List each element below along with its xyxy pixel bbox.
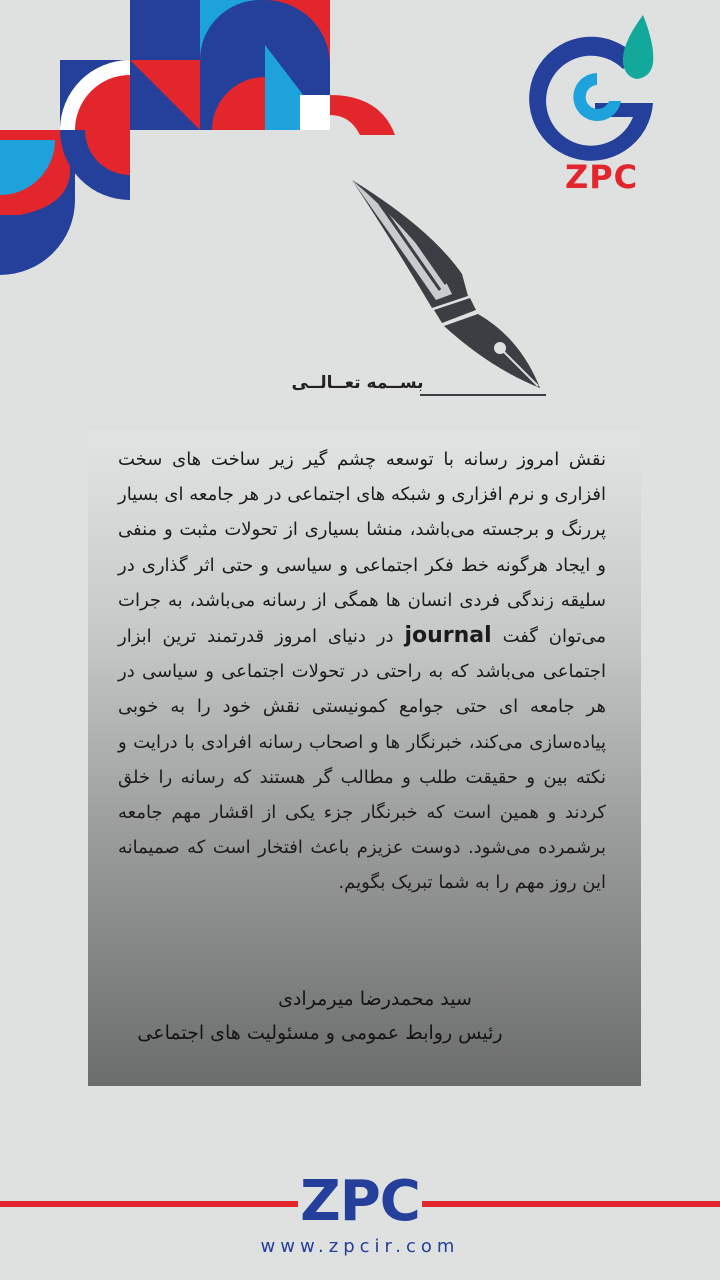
website-url: www.zpcir.com (260, 1236, 460, 1257)
signer-title: رئیس روابط عمومی و مسئولیت های اجتماعی (137, 1022, 503, 1044)
message-part-1: نقش امروز رسانه با توسعه چشم گیر زیر ساخت های سخت افزاری و نرم افزاری و شبکه های اجتماعی در هر جامعه ای بسیار پررنگ و برجسته می‌باشد، منشا بسیاری از تحولات مثبت و منفی و ایجاد هرگونه خط فکر اجتماعی و سیاسی و حتی اثر گذاری در سلیقه زندگی فردی انسان ها همگی از رسانه می‌باشد، به جرات می‌توان گفت (118, 449, 606, 648)
journal-word: journal (404, 623, 492, 649)
signer-name: سید محمدرضا میرمرادی (278, 988, 472, 1010)
footer-logo: ZPC (300, 1169, 420, 1234)
zpc-logo (525, 15, 665, 169)
footer-divider-left (0, 1201, 298, 1207)
signature-block (100, 982, 540, 1050)
footer-divider-right (422, 1201, 720, 1207)
basmala-heading: بســمه تعــالــی (291, 373, 424, 393)
message-body (118, 442, 606, 901)
geometric-pattern-decoration (0, 0, 400, 275)
fountain-pen-icon (350, 178, 550, 398)
zpc-logo-text: ZPC (565, 158, 639, 196)
zpc-logo-icon (525, 15, 665, 165)
message-part-2: در دنیای امروز قدرتمند ترین ابزار اجتماعی می‌باشد که به راحتی در تحولات اجتماعی و سیاسی در هر جامعه ای حتی جوامع کمونیستی نقش خود را به خوبی پیاده‌سازی می‌کند، خبرنگار ها و اصحاب رسانه افرادی با درایت و نکته بین و حقیقت طلب و مطالب گر هستند که رسانه را خلق کردند و همین است که خبرنگار جزء یکی از اقشار مهم جامعه برشمرده می‌شود. دوست عزیزم باعث افتخار است که صمیمانه این روز مهم را به شما تبریک بگویم. (118, 626, 606, 894)
